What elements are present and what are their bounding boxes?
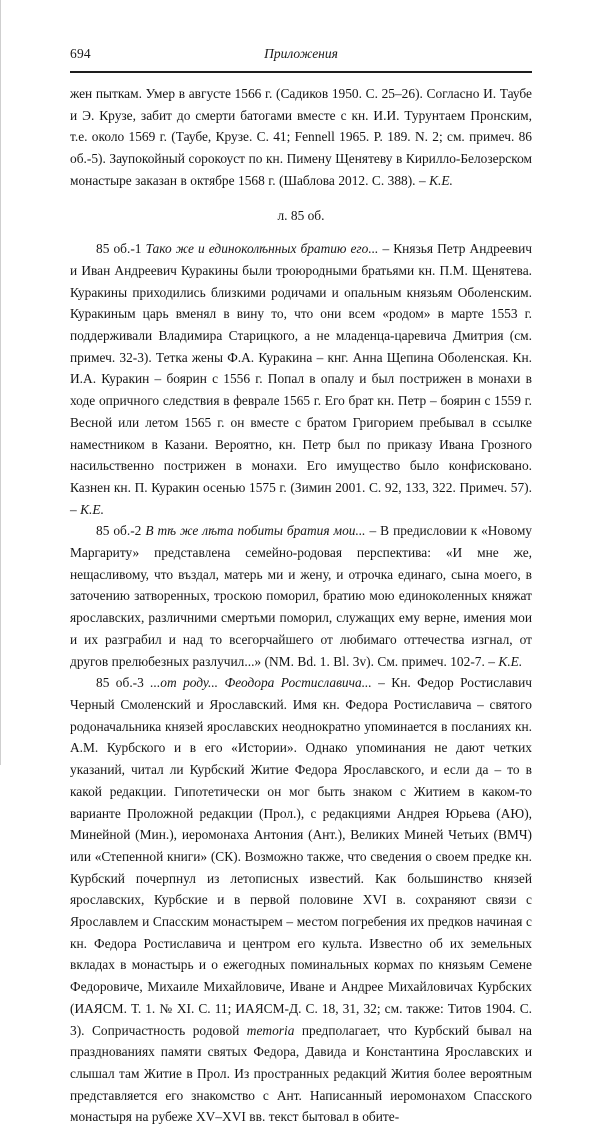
entry-2-lemma: В тѣ же лѣта побиты братия мои... [145, 523, 366, 539]
header-rule [70, 71, 532, 73]
entry-3-body-part-2: предполагает, что Курбский бывал на празднованиях памяти святых Федора, Давида и Константина Ярославских и слышал там Житие в Прол. Из пространных редакций Жития более вероятным представляется его знакомство с Ант. Написанный иеромонахом Спасского монастыря на рубеже XV–XVI вв. текст бытовал в обите- [70, 1022, 532, 1125]
entry-2-body-intro: В предисловии к «Новому Маргариту» представлена семейно-родовая перспектива: [70, 523, 532, 561]
continuation-text: жен пыткам. Умер в августе 1566 г. (Садиков 1950. С. 25–26). Согласно И. Таубе и Э. Крузе, забит до смерти батогами вместе с кн. И.И. Турунтаем Пронским, т.е. около 1569 г. (Таубе, Крузе. С. 41; Fennell 1965. P. 189. N. 2; см. примеч. 86 об.-5). Заупокойный сорокоуст по кн. Пимену Щенятеву в Кирилло-Белозерском монастыре заказан в октябре 1568 г. (Шаблова 2012. С. 388). – [70, 86, 532, 188]
entry-1-lemma: Тако же и единоколѣнных братию его... [145, 241, 379, 257]
entry-2-signature: К.Е. [498, 653, 523, 669]
folio-marker: л. 85 об. [277, 207, 325, 223]
entry-2-dash: – [365, 523, 381, 539]
entry-1-signature: К.Е. [80, 501, 104, 517]
commentary-entry-3 [70, 672, 532, 1128]
entry-2-number: 85 об.-2 [96, 523, 142, 539]
entry-1-body: Князья Петр Андреевич и Иван Андреевич Куракины были троюродными братьями кн. П.М. Щенятева. Куракины приходились близкими родичами и опальным князьям Оболенским. Куракиным царь вменял в вину то, что они всем «родом» в марте 1553 г. поддерживали Владимира Старицкого, а не младенца-царевича Дмитрия (см. примеч. 32-3). Тетка жены Ф.А. Куракина – кнг. Анна Щепина Оболенская. Кн. И.А. Куракин – боярин с 1556 г. Попал в опалу и был пострижен в монахи в ходе опричного следствия в феврале 1565 г. Его брат кн. Петр – боярин с 1559 г. Весной или летом 1565 г. он вместе с братом Григорием пребывал в ссылке наместником в Казани. Вероятно, кн. Петр был по приказу Ивана Грозного насильственно пострижен в монахи. Его имущество было конфисковано. Казнен кн. П. Куракин осенью 1575 г. (Зимин 2001. С. 92, 133, 322. Примеч. 57). – [70, 241, 532, 517]
page-number: 694 [70, 46, 91, 61]
commentary-entry-1 [70, 238, 532, 520]
running-head-title: Приложения [264, 46, 338, 61]
commentary-entry-2 [70, 520, 532, 672]
entry-3-lemma: ...от роду... Феодора Ростиславича... [150, 675, 372, 691]
entry-3-body-part-1: Кн. Федор Ростиславич Черный Смоленский и Ярославский. Имя кн. Федора Ростиславича – святого родоначальника князей ярославских неоднократно упоминается в посланиях кн. А.М. Курбского и в его «Истории». Однако упоминания не дают четких указаний, читал ли Курбский Житие Федора Ярославского, и если да – то в какой редакции. Гипотетически он мог быть знаком с Житием в каком-то варианте Проложной редакции (Прол.), с редакциями Андрея Юрьева (АЮ), Минейной (Мин.), иеромонаха Антония (Ант.), Великих Миней Четьих (ВМЧ) или «Степенной книги» (СК). Возможно также, что сведения о своем предке кн. Курбский почерпнул из летописных известий. Как большинство князей ярославских, Курбские и в первой половине XVI в. сохраняют связи с Ярославлем и Спасским монастырем – местом погребения их предков начиная с кн. Федора Ростиславича и центром его культа. Известно об их земельных вкладах в монастырь и о ежегодных поминальных кормах по князьям Семене Федоровиче, Михаиле Михайловиче, Иване и Андрее Михайловичах Курбских (ИАЯСМ. Т. 1. № XI. С. 11; ИАЯСМ-Д. С. 18, 31, 32; см. также: Титов 1904. С. 3). Сопричастность родовой [70, 675, 533, 1038]
entry-2-quotation: «И мне же, нещасливому, что въздал, матерь ми и жену, и отрочка единаго, сына моего, в заточению затворенных, троскою поморил, братию мою единоколенных княжат ярославских, различними смертьми поморил, служащих ему верне, имения мои и их разграбил и над то всегорчайшего от любимаго оттечества изгнал, от другов прелюбезных разлучил...» [70, 545, 532, 669]
text-column [70, 83, 532, 1128]
paragraph-continuation [70, 83, 532, 192]
running-head [70, 46, 532, 68]
entry-3-italic-term: memoria [246, 1022, 295, 1038]
entry-2-body-outro: (NM. Bd. 1. Bl. 3v). См. примеч. 102-7. – [261, 653, 499, 669]
entry-1-number: 85 об.-1 [96, 241, 142, 257]
entry-3-number: 85 об.-3 [96, 675, 144, 691]
entry-3-dash: – [371, 675, 392, 691]
continuation-signature: К.Е. [429, 172, 453, 188]
entry-1-dash: – [378, 241, 394, 257]
